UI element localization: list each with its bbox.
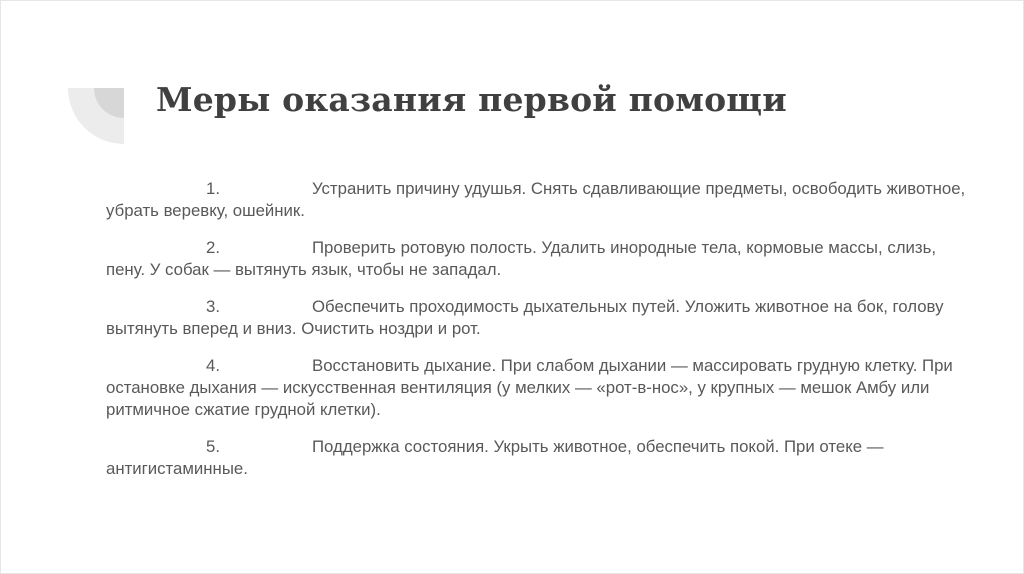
- list-item-number: 5.: [206, 437, 220, 456]
- list-item-text: Поддержка состояния. Укрыть животное, обеспечить покой. При отеке — антигистаминные.: [106, 437, 884, 478]
- list-item: [106, 237, 976, 281]
- list-item: [106, 178, 976, 222]
- list-item-text: Проверить ротовую полость. Удалить инородные тела, кормовые массы, слизь, пену. У собак — вытянуть язык, чтобы не западал.: [106, 238, 936, 279]
- list-item: [106, 296, 976, 340]
- list-item-text: Восстановить дыхание. При слабом дыхании — массировать грудную клетку. При остановке дыхания — искусственная вентиляция (у мелких — «рот-в-нос», у крупных — мешок Амбу или ритмичное сжатие грудной клетки).: [106, 356, 953, 419]
- list-item-number: 2.: [206, 238, 220, 257]
- list-item: [106, 355, 976, 421]
- list-item-text: Устранить причину удушья. Снять сдавливающие предметы, освободить животное, убрать веревку, ошейник.: [106, 179, 966, 220]
- slide-title: Меры оказания первой помощи: [156, 80, 787, 119]
- list-item-number: 1.: [206, 179, 220, 198]
- corner-decoration: [0, 0, 140, 160]
- list-item: [106, 436, 976, 480]
- list-item-number: 4.: [206, 356, 220, 375]
- list-item-number: 3.: [206, 297, 220, 316]
- list-item-text: Обеспечить проходимость дыхательных путей. Уложить животное на бок, голову вытянуть вперед и вниз. Очистить ноздри и рот.: [106, 297, 944, 338]
- first-aid-list: [106, 178, 976, 495]
